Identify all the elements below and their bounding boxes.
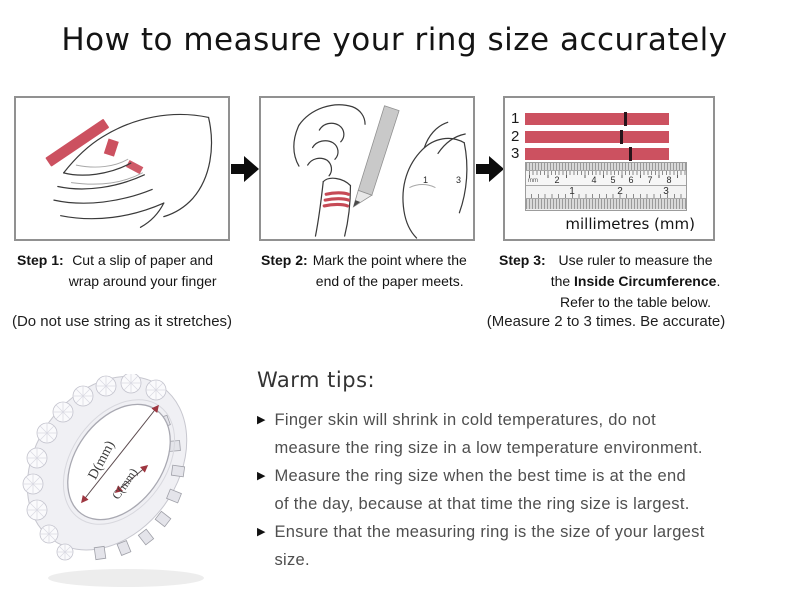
bullet-triangle-icon: ▶: [257, 470, 266, 482]
ruler-hatch-top: [526, 163, 686, 171]
hand-with-paper-strip-illustration: [16, 98, 228, 239]
diameter-label: D(mm): [85, 438, 119, 483]
warm-tips-section: [257, 368, 727, 574]
step1-caption: Step 1: Cut a slip of paper and wrap around your finger: [17, 250, 217, 292]
step2-caption: Step 2: Mark the point where the end of the paper meets.: [261, 250, 467, 292]
warm-tips-heading: Warm tips:: [257, 368, 376, 392]
paper-strip-3: 3: [511, 147, 669, 160]
step3-caption: Step 3: Use ruler to measure the the Inside Circumference. Refer to the table below.: [499, 250, 720, 313]
step3-note: (Measure 2 to 3 times. Be accurate): [486, 313, 726, 330]
tip-item: ▶ Measure the ring size when the best time is at the end of the day, because at that time the ring size is largest.: [257, 462, 727, 518]
ruler-inch-scale: 1 2 3: [526, 186, 686, 199]
page-title: How to measure your ring size accurately: [61, 22, 728, 58]
red-paper-strip: [525, 113, 669, 125]
ring-illustration: [6, 374, 256, 602]
paper-strip-2: 2: [511, 130, 669, 143]
tip-item: ▶ Ensure that the measuring ring is the size of your largest size.: [257, 518, 727, 574]
red-paper-strip: [525, 131, 669, 143]
hand-marking-paper-illustration: [261, 98, 473, 239]
step1-panel: [14, 96, 230, 241]
step1-note: (Do not use string as it stretches): [11, 313, 233, 330]
ruler-hatch-bottom: [526, 199, 686, 209]
arrow-right-icon: [231, 156, 259, 182]
pen-mark: [629, 147, 632, 161]
ruler-illustration: [423, 162, 687, 211]
pen-mark: [620, 130, 623, 144]
red-paper-strip: [525, 148, 669, 160]
bullet-triangle-icon: ▶: [257, 526, 266, 538]
ruler-cm-scale: mm 1 2 3 4 5 6 7 8: [526, 171, 686, 186]
step3-panel: [423, 96, 715, 241]
tip-item: ▶ Finger skin will shrink in cold temperatures, do not measure the ring size in a low temperature environment.: [257, 406, 727, 462]
paper-strip-1: 1: [511, 112, 669, 125]
bullet-triangle-icon: ▶: [257, 414, 266, 426]
step2-label: Step 2:: [261, 252, 308, 268]
step3-label: Step 3:: [499, 252, 546, 268]
ruler-unit-label: mm: [528, 178, 538, 184]
step1-label: Step 1:: [17, 252, 64, 268]
step2-panel: [259, 96, 475, 241]
pen-mark: [624, 112, 627, 126]
ruler-caption: millimetres (mm): [565, 215, 695, 233]
circumference-label: C(mm): [109, 465, 141, 502]
